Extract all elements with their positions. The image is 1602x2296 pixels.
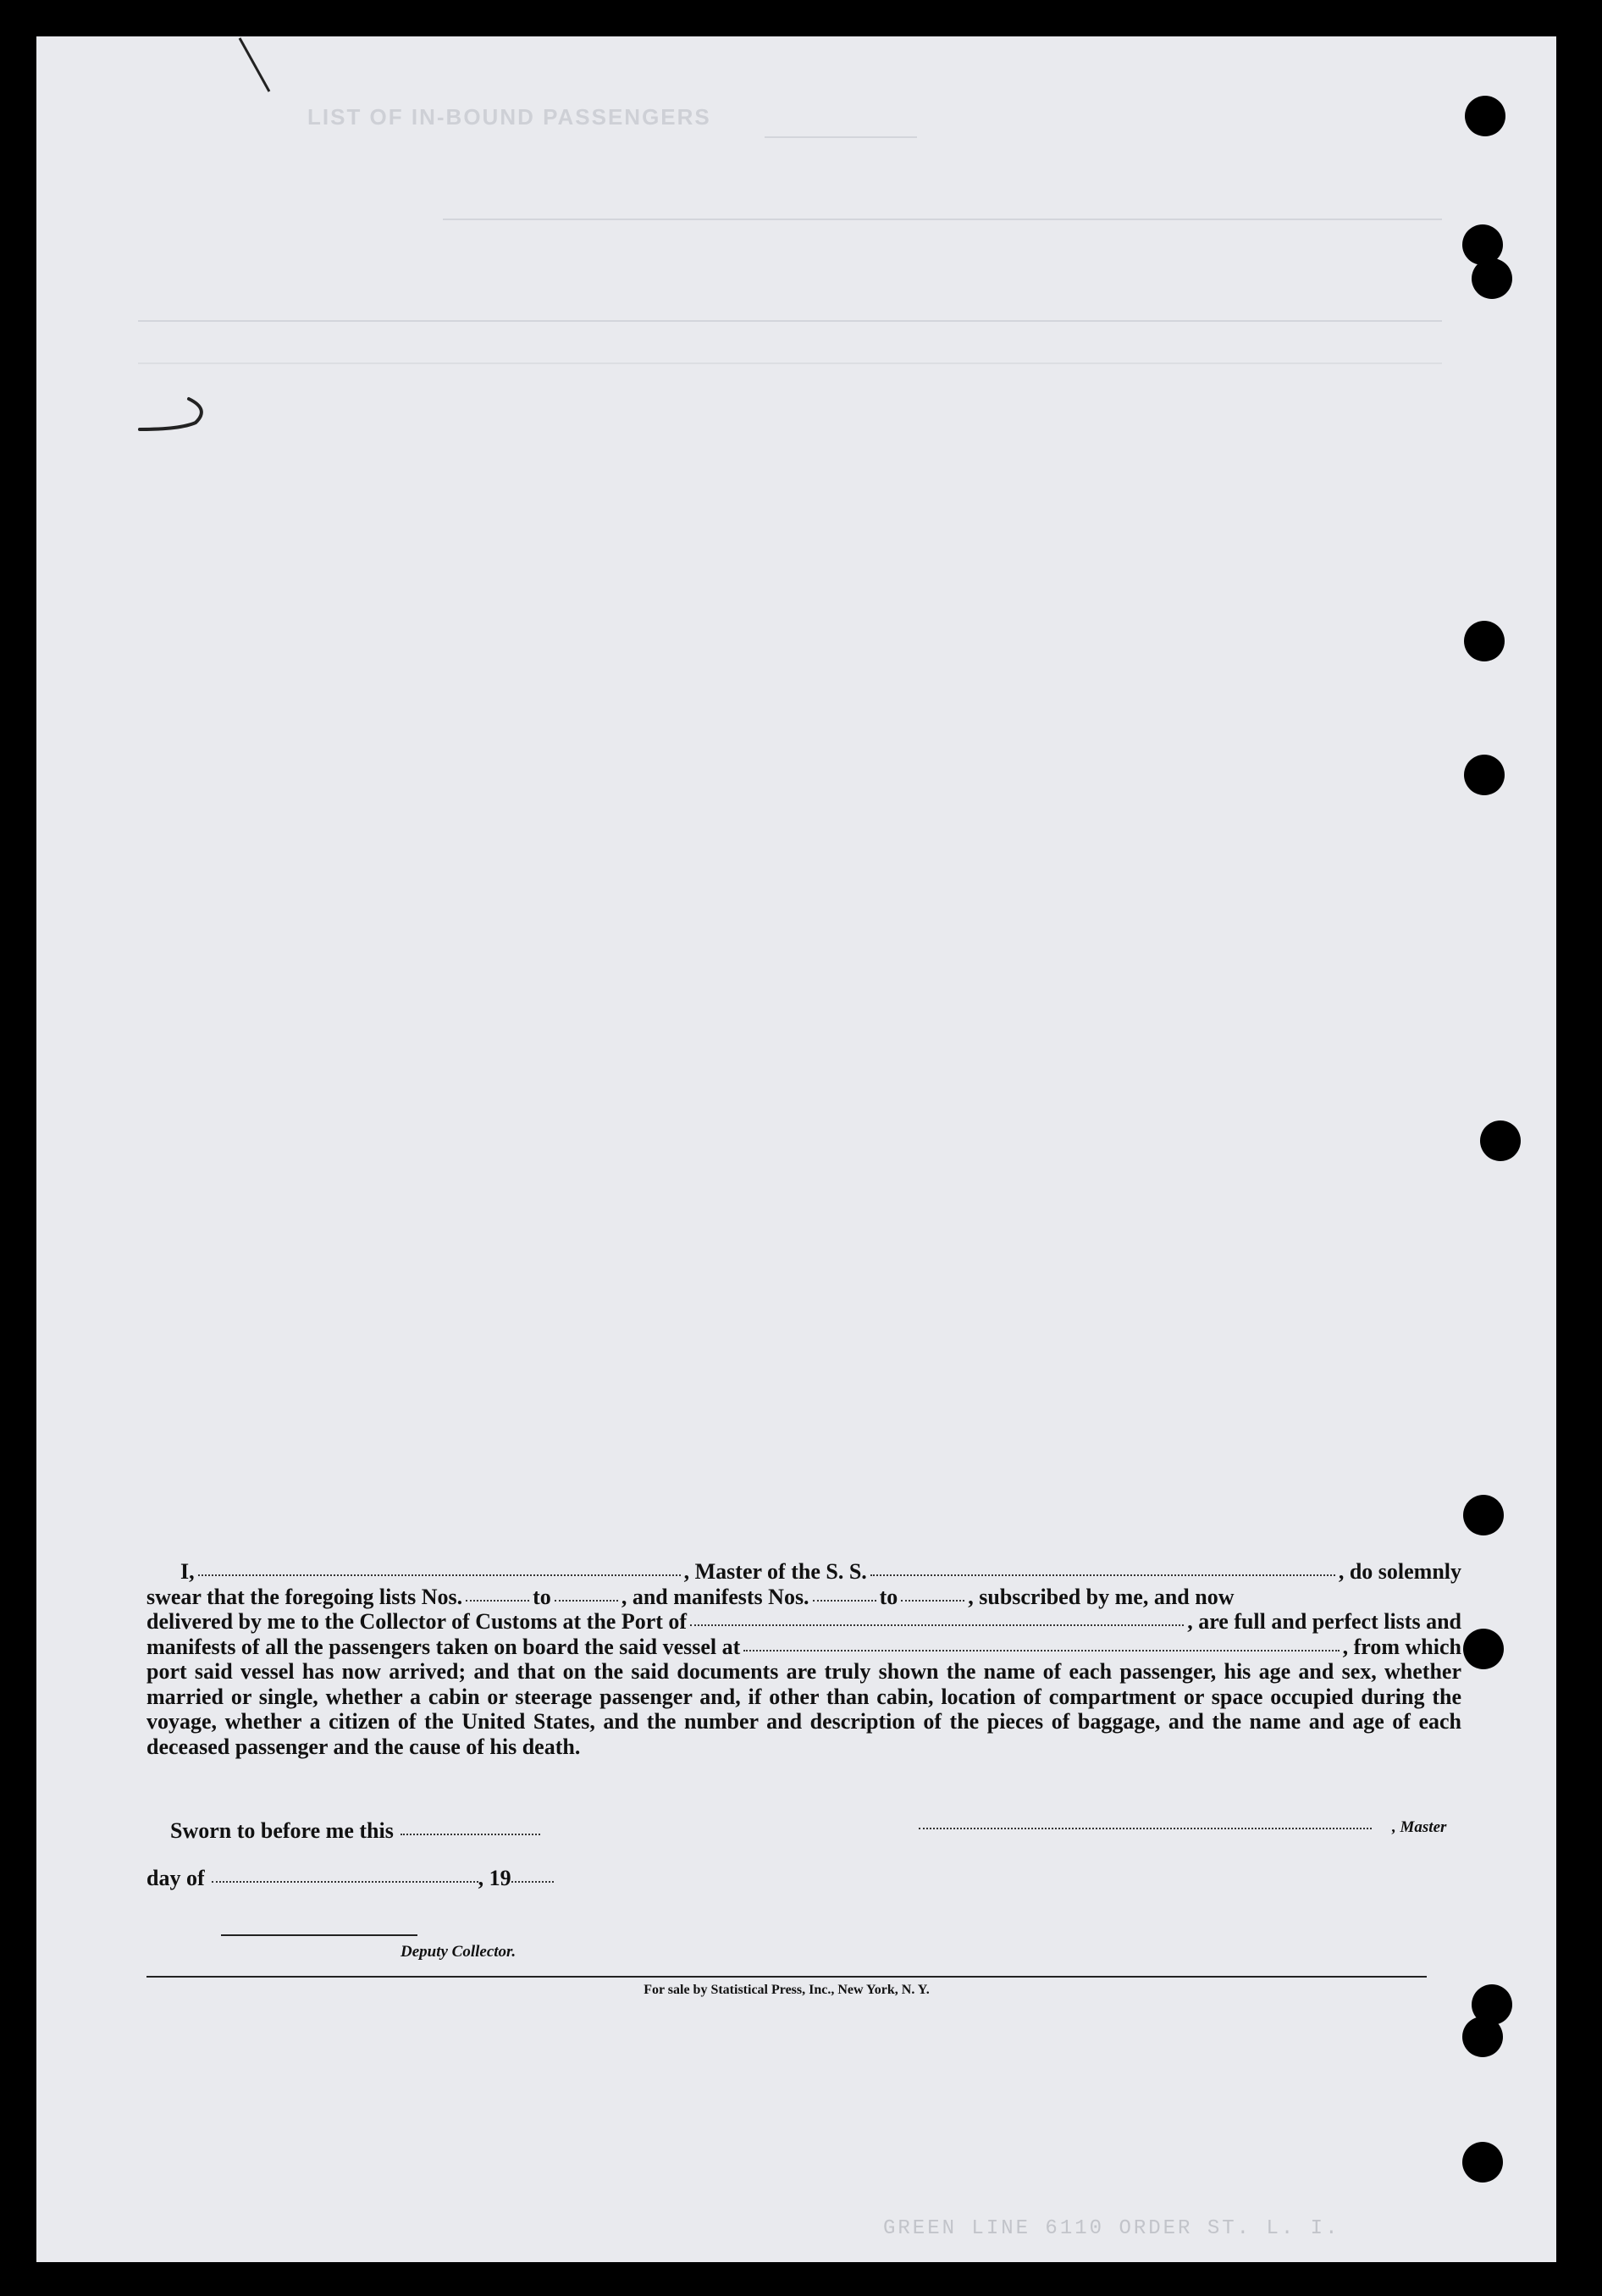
oath-perfect-lists: , are full and perfect lists and <box>1187 1609 1461 1634</box>
oath-i: I, <box>180 1559 195 1584</box>
bleed-through-line <box>443 219 1442 220</box>
bleed-through-title: LIST OF IN-BOUND PASSENGERS <box>307 104 711 130</box>
oath-lists-nos: swear that the foregoing lists Nos. <box>146 1584 463 1609</box>
pencil-check-mark <box>130 392 223 451</box>
punch-hole <box>1463 1629 1504 1669</box>
month-blank[interactable] <box>212 1881 478 1883</box>
oath-from-which: , from which <box>1342 1634 1461 1659</box>
punch-hole <box>1464 755 1505 795</box>
printer-note: For sale by Statistical Press, Inc., New York, N. Y. <box>644 1983 930 1997</box>
master-signature-blank[interactable] <box>919 1828 1372 1829</box>
ship-name-blank[interactable] <box>870 1574 1335 1576</box>
sworn-row <box>146 1818 1461 1852</box>
manifest-from-blank[interactable] <box>813 1599 876 1602</box>
port-blank[interactable] <box>690 1624 1184 1626</box>
list-to-blank[interactable] <box>555 1599 618 1602</box>
sworn-day-blank[interactable] <box>400 1834 540 1835</box>
bleed-through-line <box>765 136 917 138</box>
punch-hole <box>1462 2017 1503 2057</box>
bleed-through-line <box>138 362 1442 364</box>
oath-solemnly: , do solemnly <box>1338 1559 1461 1584</box>
master-signature-label: , Master <box>1392 1818 1447 1836</box>
punch-hole <box>1465 96 1505 136</box>
oath-port-of: delivered by me to the Collector of Customs at the Port of <box>146 1609 688 1634</box>
oath-subscribed: , subscribed by me, and now <box>968 1584 1235 1609</box>
punch-hole <box>1462 2142 1503 2183</box>
oath-master-of-ss: , Master of the S. S. <box>683 1559 867 1584</box>
year-prefix: , 19 <box>478 1866 511 1890</box>
master-oath <box>146 1559 1461 1759</box>
manifest-back-page <box>36 36 1556 2262</box>
footer-rule <box>146 1976 1427 1978</box>
manifest-to-blank[interactable] <box>901 1599 964 1602</box>
oath-vessel-at: manifests of all the passengers taken on board the said vessel at <box>146 1634 741 1659</box>
list-from-blank[interactable] <box>466 1599 529 1602</box>
vessel-port-blank[interactable] <box>743 1649 1339 1651</box>
punch-hole <box>1464 621 1505 661</box>
oath-to: to <box>533 1584 551 1609</box>
punch-hole <box>1472 258 1512 299</box>
sworn-label: Sworn to before me this <box>170 1818 394 1843</box>
deputy-collector-label: Deputy Collector. <box>400 1943 517 1961</box>
punch-hole <box>1463 1495 1504 1535</box>
oath-to-2: to <box>879 1584 898 1609</box>
oath-manifests-nos: , and manifests Nos. <box>621 1584 809 1609</box>
oath-body-text: port said vessel has now arrived; and that on the said documents are truly shown the name of each passenger, his age and sex, whether married or single, whether a cabin or steerage passenger and, if other than cabin, location of compartment or space occupied during the voyage, whether a citizen of the United States, and the number and description of the pieces of baggage, and the name and age of each deceased passenger and the cause of his death. <box>146 1659 1461 1759</box>
day-of-label: day of <box>146 1866 205 1890</box>
master-name-blank[interactable] <box>198 1574 681 1576</box>
bleed-through-line <box>138 320 1442 322</box>
year-blank[interactable] <box>511 1881 554 1883</box>
deputy-signature-line[interactable] <box>221 1934 417 1936</box>
bleed-through-stamp: GREEN LINE 6110 ORDER ST. L. I. <box>883 2217 1340 2240</box>
pencil-slash-mark <box>235 36 286 96</box>
punch-hole <box>1480 1120 1521 1161</box>
day-row <box>146 1866 554 1891</box>
